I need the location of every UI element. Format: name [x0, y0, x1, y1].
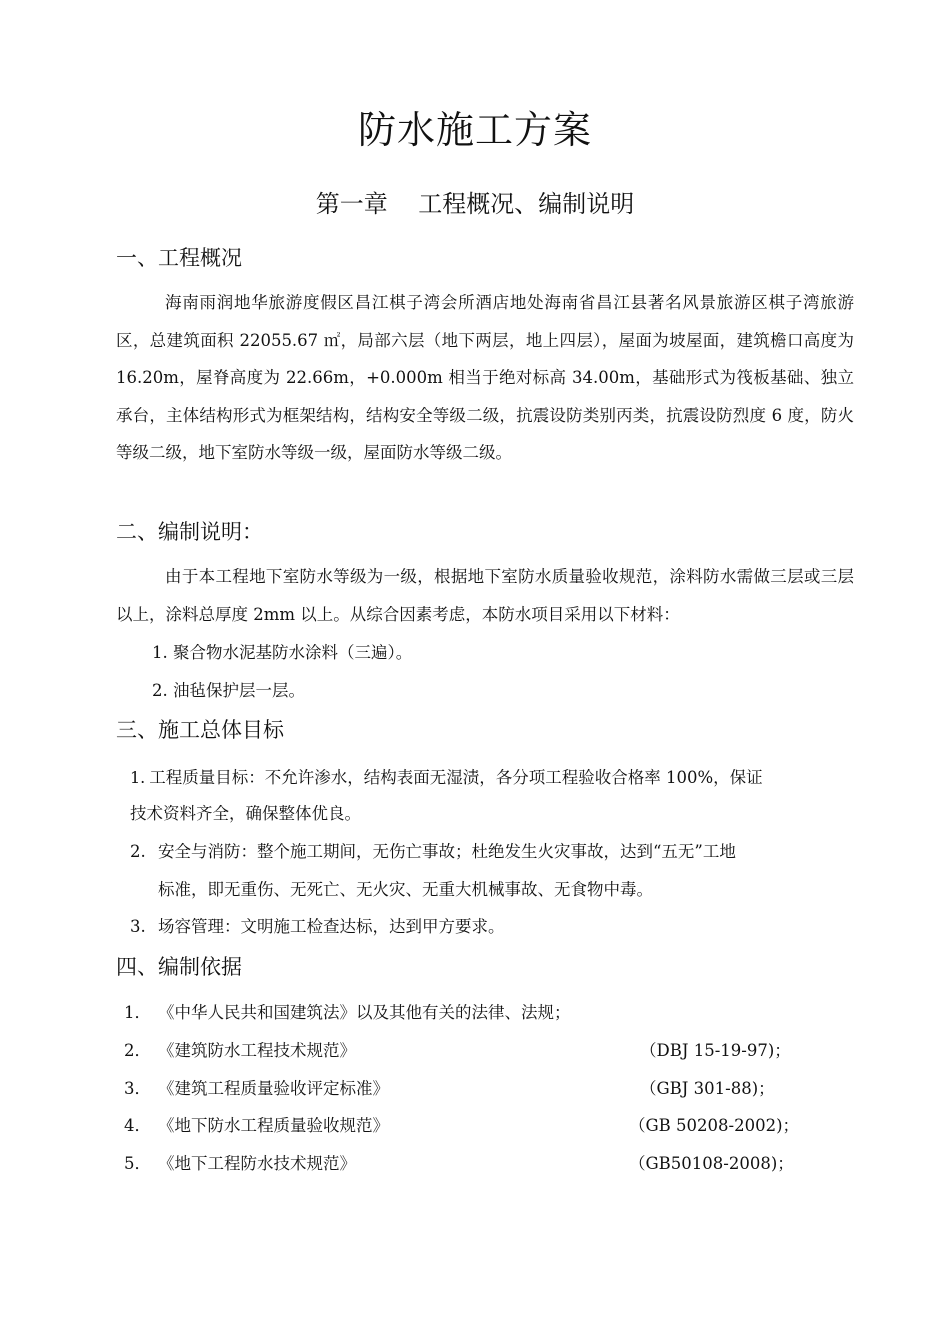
basis-number: 5．	[124, 1154, 151, 1173]
notes-paragraph: 由于本工程地下室防水等级为一级，根据地下室防水质量验收规范，涂料防水需做三层或三层以上，涂料总厚度 2mm 以上。从综合因素考虑，本防水项目采用以下材料：	[116, 567, 854, 624]
goal-text: 场容管理：文明施工检查达标，达到甲方要求。	[158, 917, 505, 936]
basis-number: 3．	[124, 1079, 151, 1098]
basis-standard-code: （GB50108-2008)；	[629, 1154, 794, 1173]
basis-number: 2．	[124, 1041, 151, 1060]
basis-document-name: 《建筑防水工程技术规范》	[158, 1041, 356, 1060]
section-heading-notes: 二、编制说明：	[116, 520, 263, 544]
list-item: 1. 聚合物水泥基防水涂料（三遍）。	[152, 643, 413, 662]
basis-item	[124, 998, 804, 1028]
basis-standard-code: （GB 50208-2002)；	[629, 1116, 800, 1135]
section-heading-goals: 三、施工总体目标	[116, 718, 284, 742]
goal-text: 工程质量目标：不允许渗水，结构表面无湿渍，各分项工程验收合格率 100%，保证	[149, 768, 763, 787]
section-heading-basis: 四、编制依据	[116, 955, 242, 979]
goal-text: 安全与消防：整个施工期间，无伤亡事故；杜绝发生火灾事故，达到“五无”工地	[158, 842, 736, 861]
goal-number: 1.	[130, 768, 146, 787]
basis-number: 1．	[124, 1003, 151, 1022]
list-item: 2. 油毡保护层一层。	[152, 681, 305, 700]
basis-document-name: 《地下防水工程质量验收规范》	[158, 1116, 389, 1135]
basis-item	[124, 1074, 804, 1104]
goal-item	[130, 759, 763, 797]
basis-item	[124, 1149, 804, 1179]
goal-item	[130, 908, 505, 946]
basis-number: 4．	[124, 1116, 151, 1135]
section-heading-overview: 一、工程概况	[116, 246, 242, 270]
document-title: 防水施工方案	[357, 108, 592, 152]
basis-standard-code: （GBJ 301-88)；	[640, 1079, 775, 1098]
basis-document-name: 《建筑工程质量验收评定标准》	[158, 1079, 389, 1098]
basis-item	[124, 1036, 804, 1066]
chapter-heading: 第一章 工程概况、编制说明	[315, 190, 635, 218]
basis-document-name: 《中华人民共和国建筑法》以及其他有关的法律、法规；	[158, 1003, 571, 1022]
basis-standard-code: （DBJ 15-19-97)；	[640, 1041, 791, 1060]
goal-number: 2.	[130, 842, 146, 861]
overview-paragraph: 海南雨润地华旅游度假区昌江棋子湾会所酒店地处海南省昌江县著名风景旅游区棋子湾旅游区，总建筑面积 22055.67 ㎡，局部六层（地下两层，地上四层），屋面为坡屋面，建筑檐口高度为 16.20m，屋脊高度为 22.66m，+0.000m 相当于绝对标高 34.00m，基础形式为筏板基础、独立承台，主体结构形式为框架结构，结构安全等级二级，抗震设防类别丙类，抗震设防烈度 6 度，防火等级二级，地下室防水等级一级，屋面防水等级二级。	[116, 293, 854, 462]
goal-item-continuation: 标准，即无重伤、无死亡、无火灾、无重大机械事故、无食物中毒。	[158, 880, 653, 899]
goal-item	[130, 833, 736, 871]
basis-item	[124, 1111, 804, 1141]
basis-document-name: 《地下工程防水技术规范》	[158, 1154, 356, 1173]
goal-item-continuation: 技术资料齐全，确保整体优良。	[130, 804, 361, 823]
goal-number: 3.	[130, 917, 146, 936]
